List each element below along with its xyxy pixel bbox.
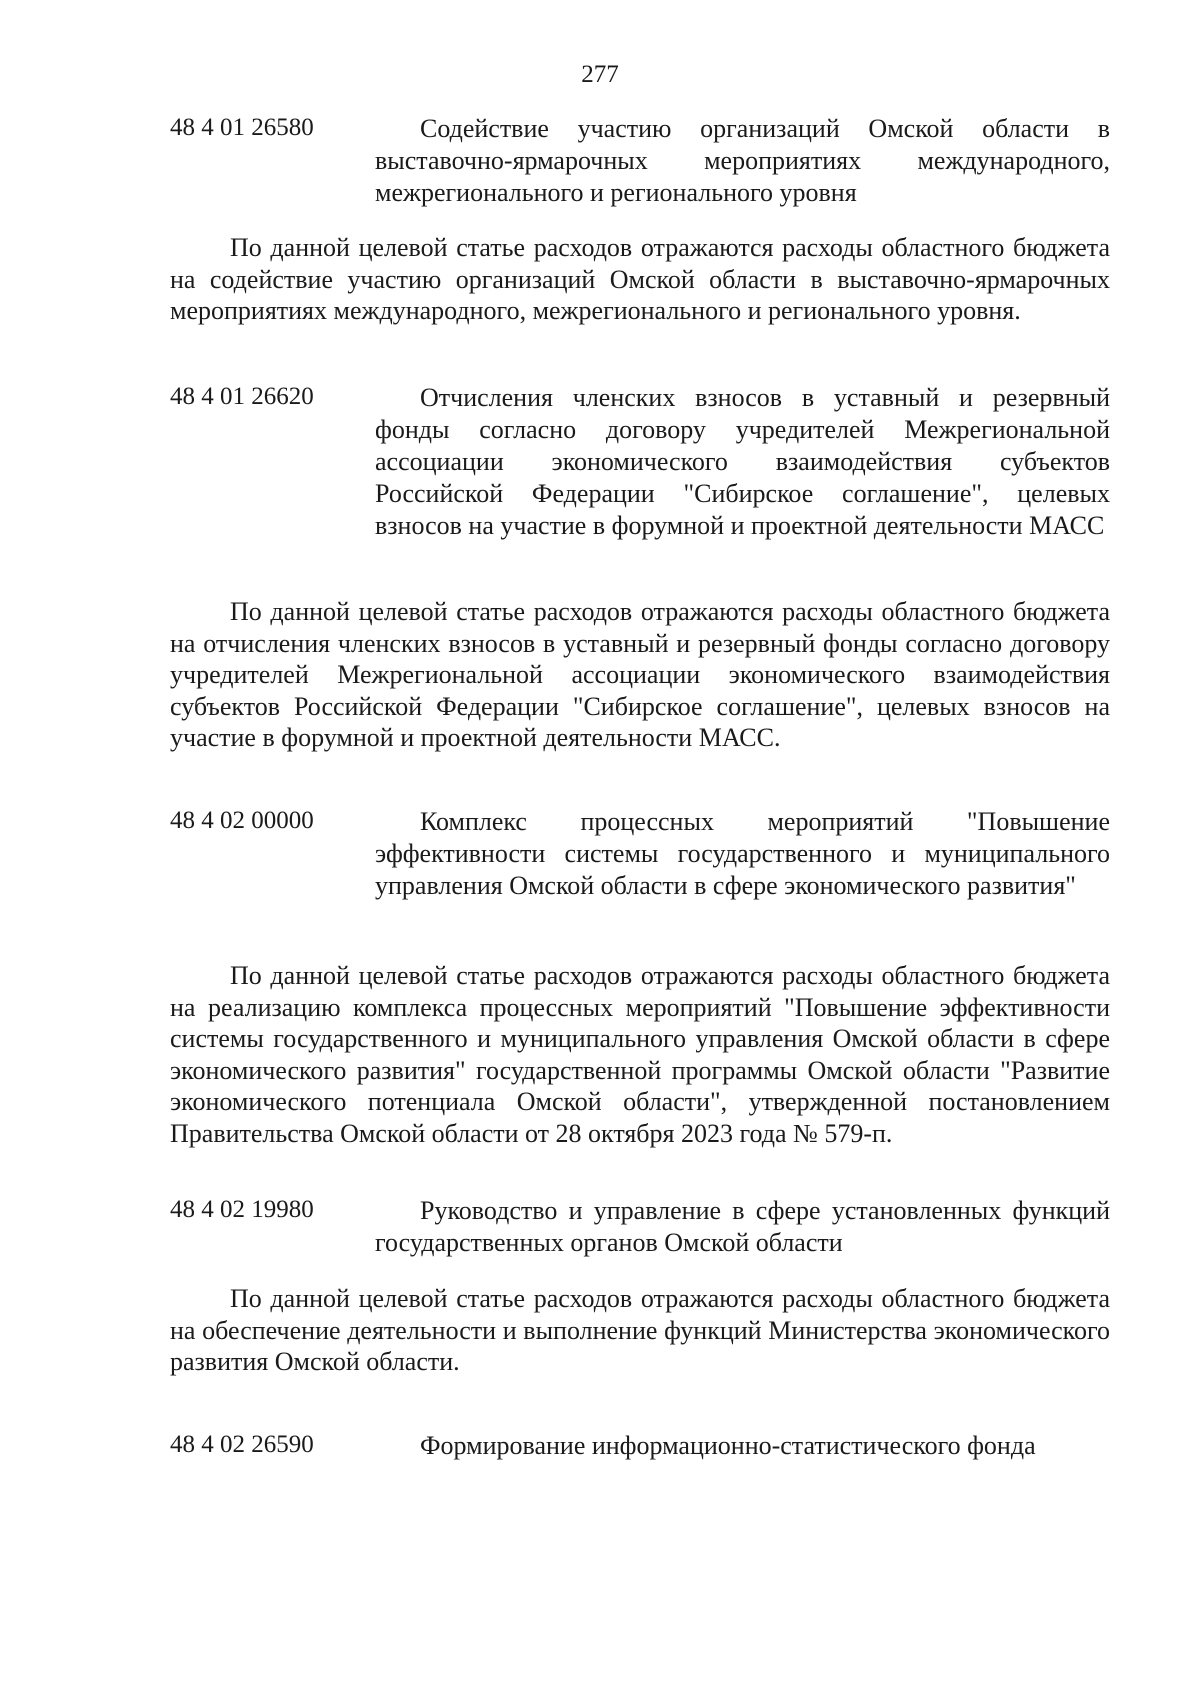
budget-item-header <box>170 382 1110 542</box>
budget-item-description: По данной целевой статье расходов отражаются расходы областного бюджета на обеспечение деятельности и выполнение функций Министерства экономического развития Омской области. <box>170 1284 1110 1376</box>
budget-code: 48 4 02 26590 <box>170 1431 314 1458</box>
budget-item-header <box>170 806 1110 902</box>
budget-item-title: Содействие участию организаций Омской области в выставочно-ярмарочных мероприятиях международного, межрегионального и регионального уровня <box>375 114 1110 207</box>
budget-item-title: Отчисления членских взносов в уставный и резервный фонды согласно договору учредителей Межрегиональной ассоциации экономического взаимодействия субъектов Российской Федерации "Сибирское соглашение", целевых взносов на участие в форумной и проектной деятельности МАСС <box>375 383 1110 540</box>
budget-item-header <box>170 1430 1110 1462</box>
budget-item-header <box>170 113 1110 209</box>
budget-item-title: Формирование информационно-статистического фонда <box>420 1431 1036 1460</box>
budget-code: 48 4 01 26580 <box>170 114 314 141</box>
budget-code: 48 4 02 19980 <box>170 1196 314 1223</box>
budget-code: 48 4 02 00000 <box>170 807 314 834</box>
budget-code: 48 4 01 26620 <box>170 383 314 410</box>
budget-item-header <box>170 1195 1110 1259</box>
budget-item-title: Комплекс процессных мероприятий "Повышение эффективности системы государственного и муниципального управления Омской области в сфере экономического развития" <box>375 807 1110 900</box>
budget-item-description: По данной целевой статье расходов отражаются расходы областного бюджета на реализацию комплекса процессных мероприятий "Повышение эффективности системы государственного и муниципального управления Омской области в сфере экономического развития" государственной программы Омской области "Развитие экономического потенциала Омской области", утвержденной постановлением Правительства Омской области от 28 октября 2023 года № 579-п. <box>170 961 1110 1148</box>
page-number: 277 <box>581 61 619 88</box>
budget-item-description: По данной целевой статье расходов отражаются расходы областного бюджета на содействие участию организаций Омской области в выставочно-ярмарочных мероприятиях международного, межрегионального и регионального уровня. <box>170 233 1110 325</box>
budget-item-description: По данной целевой статье расходов отражаются расходы областного бюджета на отчисления членских взносов в уставный и резервный фонды согласно договору учредителей Межрегиональной ассоциации экономического взаимодействия субъектов Российской Федерации "Сибирское соглашение", целевых взносов на участие в форумной и проектной деятельности МАСС. <box>170 597 1110 752</box>
budget-item-title: Руководство и управление в сфере установленных функций государственных органов Омской области <box>375 1196 1110 1257</box>
